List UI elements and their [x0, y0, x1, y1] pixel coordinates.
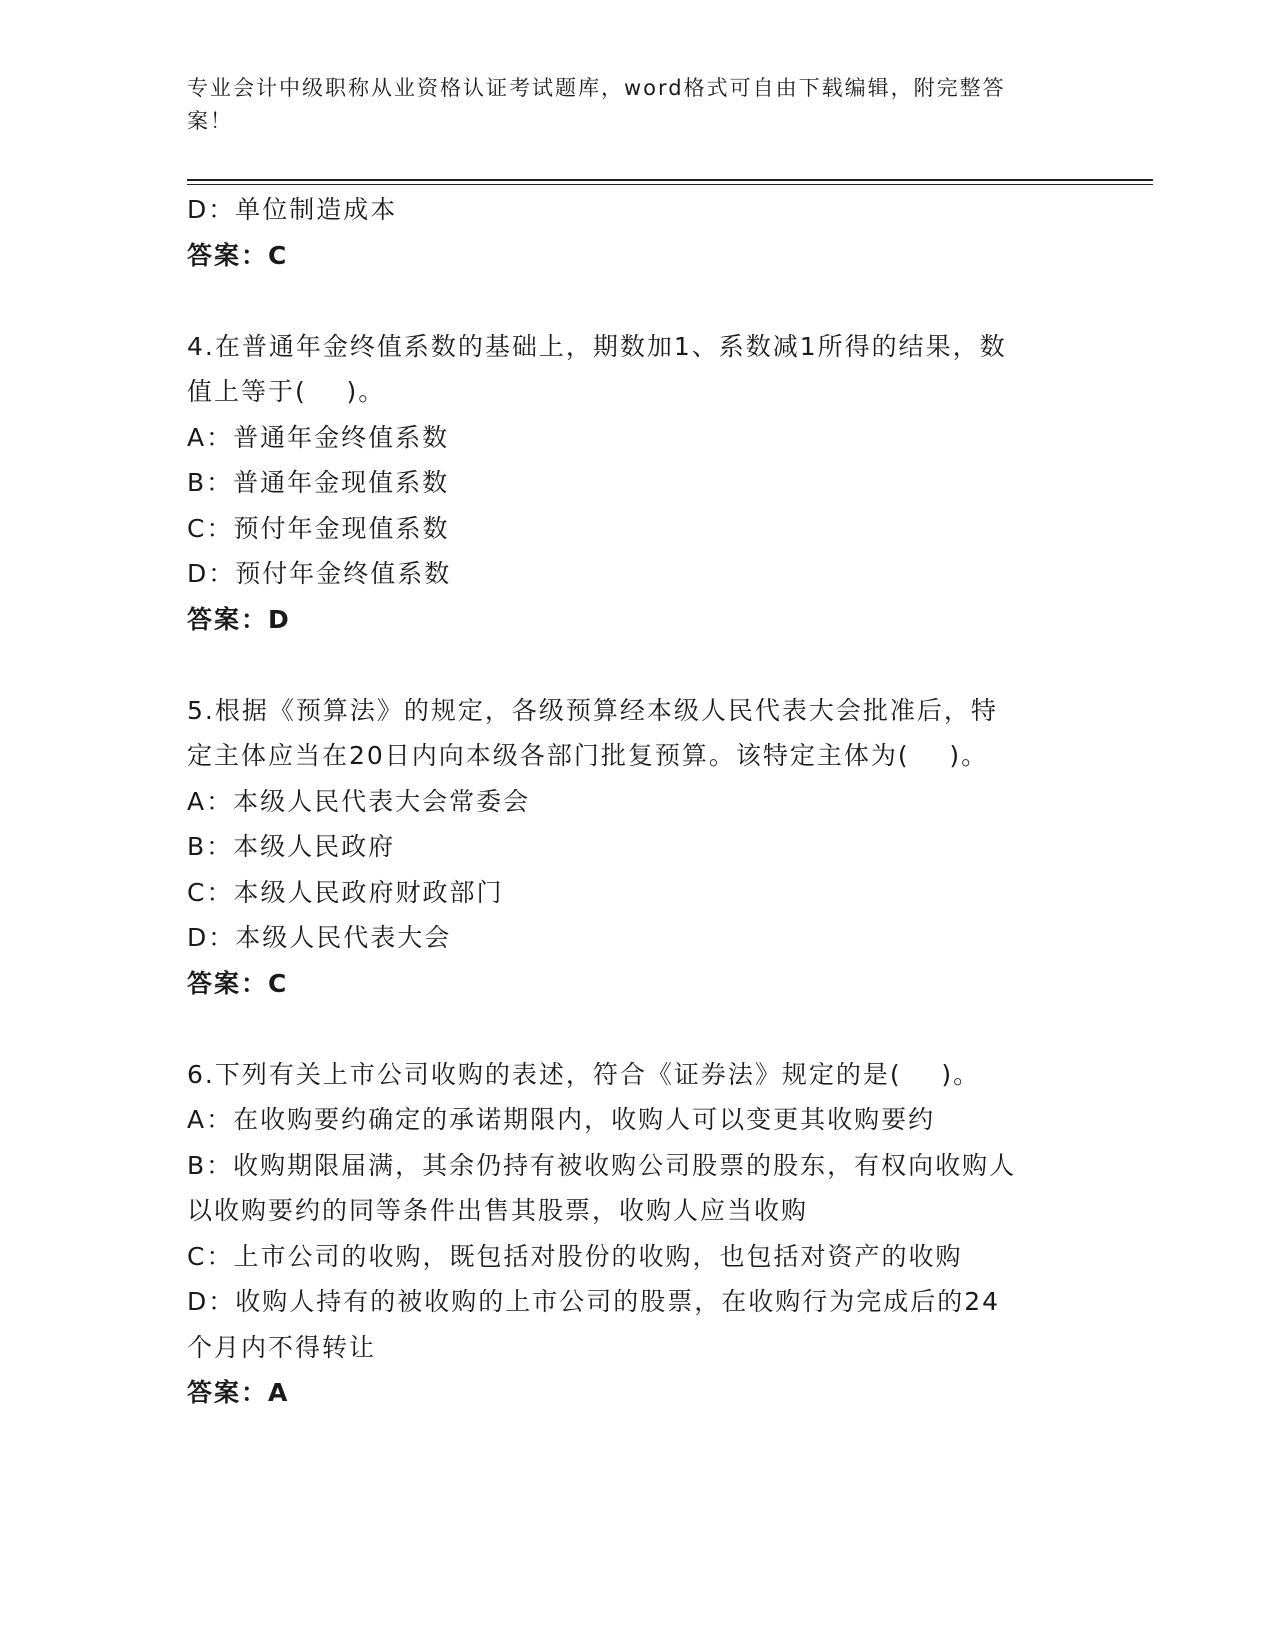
header-divider-thin [187, 184, 1153, 185]
spacer [187, 1006, 1087, 1052]
option-a: A：在收购要约确定的承诺期限内，收购人可以变更其收购要约 [187, 1105, 936, 1134]
option-b: B：本级人民政府 [187, 832, 396, 861]
question-list [187, 187, 1087, 1416]
header-line-2: 案！ [187, 109, 233, 133]
question-5 [187, 688, 1087, 1007]
option-d: D：预付年金终值系数 [187, 559, 452, 588]
option-c: C：上市公司的收购，既包括对股份的收购，也包括对资产的收购 [187, 1241, 963, 1271]
option-b: B：收购期限届满，其余仍持有被收购公司股票的股东，有权向收购人 [187, 1150, 1017, 1180]
question-stem: 4.在普通年金终值系数的基础上，期数加1、系数减1所得的结果，数 [187, 331, 1007, 361]
header-line-1: 专业会计中级职称从业资格认证考试题库，word格式可自由下载编辑，附完整答 [187, 76, 1006, 100]
header-divider-thick [187, 179, 1153, 181]
question-6 [187, 1052, 1087, 1416]
question-stem: 6.下列有关上市公司收购的表述，符合《证券法》规定的是( )。 [187, 1059, 981, 1089]
document-header [187, 72, 1077, 138]
question-stem: 5.根据《预算法》的规定，各级预算经本级人民代表大会批准后，特 [187, 695, 998, 725]
question-stem-continued: 值上等于( )。 [187, 377, 386, 406]
option-b-continued: 以收购要约的同等条件出售其股票，收购人应当收购 [187, 1196, 809, 1225]
answer-line: 答案：C [187, 240, 289, 270]
option-a: A：本级人民代表大会常委会 [187, 786, 531, 816]
answer-line: 答案：A [187, 1378, 290, 1407]
option-b: B：普通年金现值系数 [187, 468, 450, 497]
option-d: D：收购人持有的被收购的上市公司的股票，在收购行为完成后的24 [187, 1287, 1001, 1316]
question-4 [187, 324, 1087, 643]
question-stem-continued: 定主体应当在20日内向本级各部门批复预算。该特定主体为( )。 [187, 741, 989, 770]
option-c: C：预付年金现值系数 [187, 513, 450, 543]
spacer [187, 642, 1087, 688]
answer-line: 答案：C [187, 968, 289, 998]
option-d: D：单位制造成本 [187, 195, 398, 224]
spacer [187, 278, 1087, 324]
option-d: D：本级人民代表大会 [187, 923, 452, 952]
question-3-tail [187, 187, 1087, 278]
option-a: A：普通年金终值系数 [187, 422, 450, 452]
option-c: C：本级人民政府财政部门 [187, 877, 504, 907]
answer-line: 答案：D [187, 604, 291, 634]
option-d-continued: 个月内不得转让 [187, 1332, 377, 1362]
